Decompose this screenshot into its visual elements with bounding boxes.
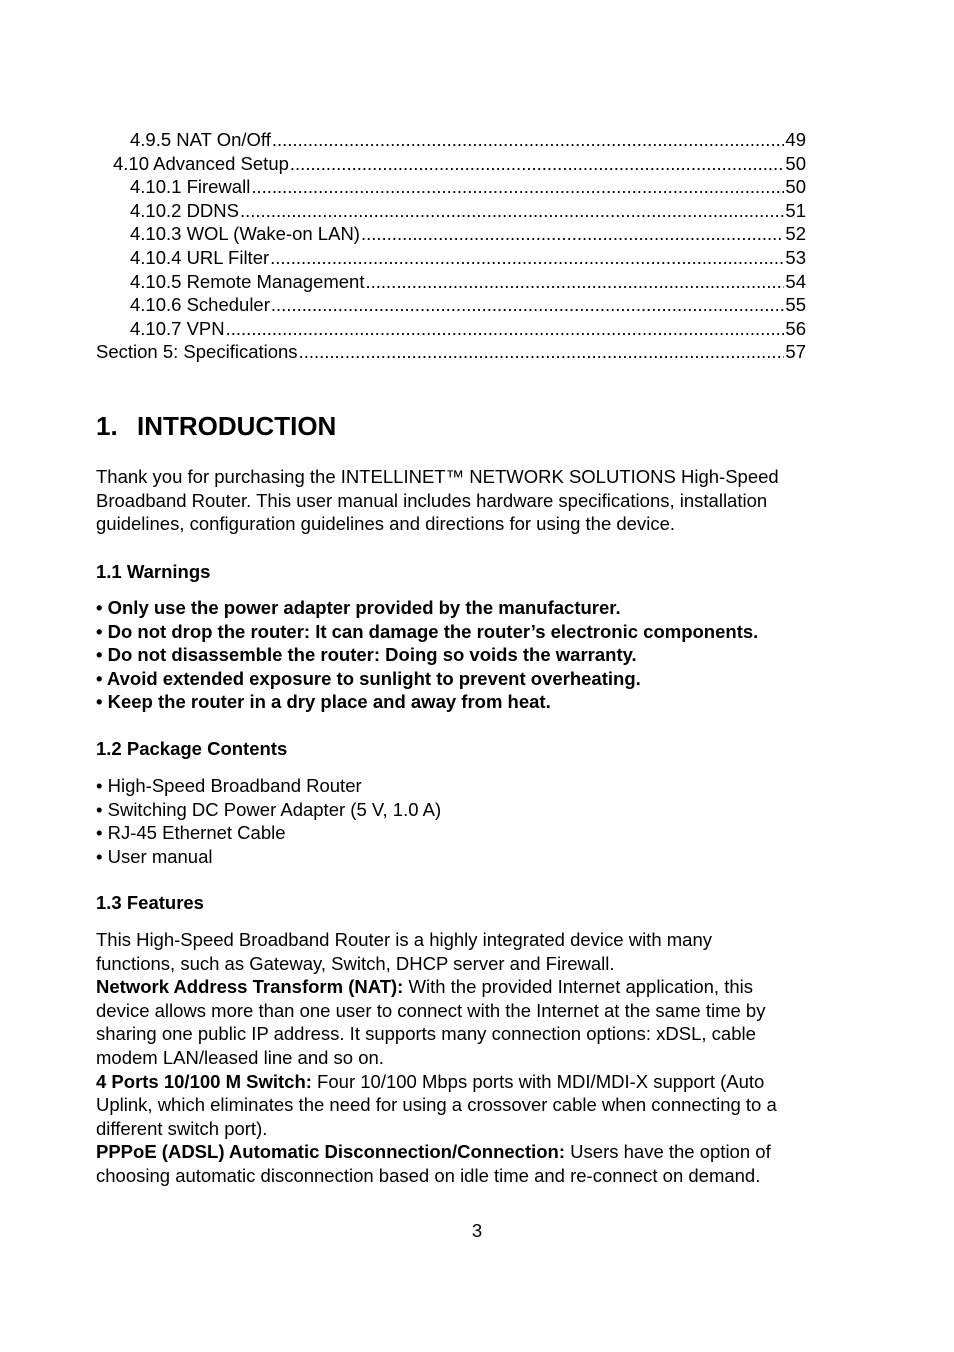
- toc-entry[interactable]: [96, 175, 806, 199]
- warnings-list: [96, 596, 856, 714]
- paragraph-line: This High-Speed Broadband Router is a highly integrated device with many: [96, 929, 712, 950]
- toc-entry-page: 52: [785, 223, 806, 245]
- feature-description: With the provided Internet application, this: [403, 976, 753, 998]
- toc-leader-dots: [271, 293, 785, 317]
- toc-entry-page: 53: [785, 246, 806, 268]
- toc-entry-label: Section 5: Specifications: [96, 341, 298, 363]
- toc-leader-dots: [240, 199, 784, 223]
- feature-switch-first-line: [96, 1070, 856, 1094]
- paragraph-line: Thank you for purchasing the INTELLINET™ NETWORK SOLUTIONS High-Speed: [96, 466, 779, 487]
- toc-leader-dots: [365, 270, 784, 294]
- features-heading: 1.3 Features: [96, 892, 204, 913]
- toc-entry-label: 4.10.7 VPN: [130, 317, 225, 339]
- toc-leader-dots: [290, 152, 785, 176]
- toc-entry[interactable]: [96, 270, 806, 294]
- toc-entry-label: 4.10.6 Scheduler: [130, 294, 270, 316]
- toc-leader-dots: [272, 128, 785, 152]
- warning-item: • Keep the router in a dry place and away from heat.: [96, 691, 551, 713]
- package-item: • RJ-45 Ethernet Cable: [96, 822, 286, 844]
- paragraph-line: different switch port).: [96, 1117, 268, 1139]
- warning-item: • Only use the power adapter provided by the manufacturer.: [96, 597, 621, 618]
- warning-item: • Avoid extended exposure to sunlight to prevent overheating.: [96, 667, 641, 689]
- package-item: • Switching DC Power Adapter (5 V, 1.0 A): [96, 798, 442, 820]
- feature-nat-first-line: [96, 975, 856, 999]
- section-heading: [96, 410, 336, 442]
- toc-entry-label: 4.10.5 Remote Management: [130, 270, 365, 292]
- table-of-contents: [96, 128, 806, 364]
- toc-entry-page: 50: [785, 152, 806, 174]
- package-list: [96, 774, 856, 868]
- toc-leader-dots: [251, 175, 784, 199]
- section-number: 1.: [96, 411, 118, 441]
- feature-description: Four 10/100 Mbps ports with MDI/MDI-X support (Auto: [311, 1070, 765, 1092]
- toc-entry[interactable]: [96, 246, 806, 270]
- toc-entry-label: 4.9.5 NAT On/Off: [130, 129, 271, 150]
- toc-entry[interactable]: [96, 128, 806, 152]
- toc-entry-label: 4.10.1 Firewall: [130, 176, 251, 198]
- toc-entry-label: 4.10.4 URL Filter: [130, 246, 270, 268]
- intro-paragraph: [96, 465, 856, 536]
- toc-entry-label: 4.10.3 WOL (Wake-on LAN): [130, 223, 360, 245]
- toc-entry[interactable]: [96, 152, 806, 176]
- paragraph-line: device allows more than one user to connect with the Internet at the same time by: [96, 999, 766, 1021]
- toc-leader-dots: [299, 340, 785, 364]
- package-item: • User manual: [96, 845, 213, 867]
- toc-entry-page: 54: [785, 270, 806, 292]
- paragraph-line: functions, such as Gateway, Switch, DHCP server and Firewall.: [96, 952, 615, 974]
- section-title: INTRODUCTION: [137, 411, 337, 441]
- toc-entry-label: 4.10.2 DDNS: [130, 199, 239, 221]
- toc-entry[interactable]: [96, 340, 806, 364]
- toc-entry-page: 51: [785, 199, 806, 221]
- feature-pppoe-first-line: [96, 1140, 856, 1164]
- paragraph-line: choosing automatic disconnection based on idle time and re-connect on demand.: [96, 1164, 761, 1186]
- feature-description: Users have the option of: [565, 1141, 771, 1163]
- toc-leader-dots: [270, 246, 784, 270]
- toc-leader-dots: [226, 317, 785, 341]
- package-heading: 1.2 Package Contents: [96, 738, 288, 759]
- warning-item: • Do not disassemble the router: Doing so voids the warranty.: [96, 644, 637, 666]
- toc-entry-label: 4.10 Advanced Setup: [113, 152, 289, 174]
- paragraph-line: guidelines, configuration guidelines and directions for using the device.: [96, 513, 676, 535]
- toc-entry-page: 57: [785, 341, 806, 363]
- toc-entry[interactable]: [96, 199, 806, 223]
- feature-term: 4 Ports 10/100 M Switch:: [96, 1070, 312, 1092]
- package-item: • High-Speed Broadband Router: [96, 775, 362, 796]
- features-body: [96, 928, 856, 1188]
- feature-term: Network Address Transform (NAT):: [96, 976, 404, 998]
- paragraph-line: modem LAN/leased line and so on.: [96, 1046, 384, 1068]
- warning-item: • Do not drop the router: It can damage the router’s electronic components.: [96, 620, 759, 642]
- toc-entry[interactable]: [96, 293, 806, 317]
- paragraph-line: Broadband Router. This user manual includes hardware specifications, installation: [96, 489, 768, 511]
- paragraph-line: sharing one public IP address. It supports many connection options: xDSL, cable: [96, 1023, 756, 1045]
- toc-entry-page: 49: [785, 129, 806, 150]
- toc-entry[interactable]: [96, 317, 806, 341]
- warnings-heading: 1.1 Warnings: [96, 561, 211, 582]
- page-number: 3: [471, 1220, 483, 1241]
- toc-leader-dots: [361, 222, 784, 246]
- feature-term: PPPoE (ADSL) Automatic Disconnection/Connection:: [96, 1141, 566, 1163]
- paragraph-line: Uplink, which eliminates the need for using a crossover cable when connecting to a: [96, 1094, 777, 1116]
- toc-entry-page: 55: [785, 294, 806, 316]
- toc-entry[interactable]: [96, 222, 806, 246]
- toc-entry-page: 50: [785, 176, 806, 198]
- toc-entry-page: 56: [785, 317, 806, 339]
